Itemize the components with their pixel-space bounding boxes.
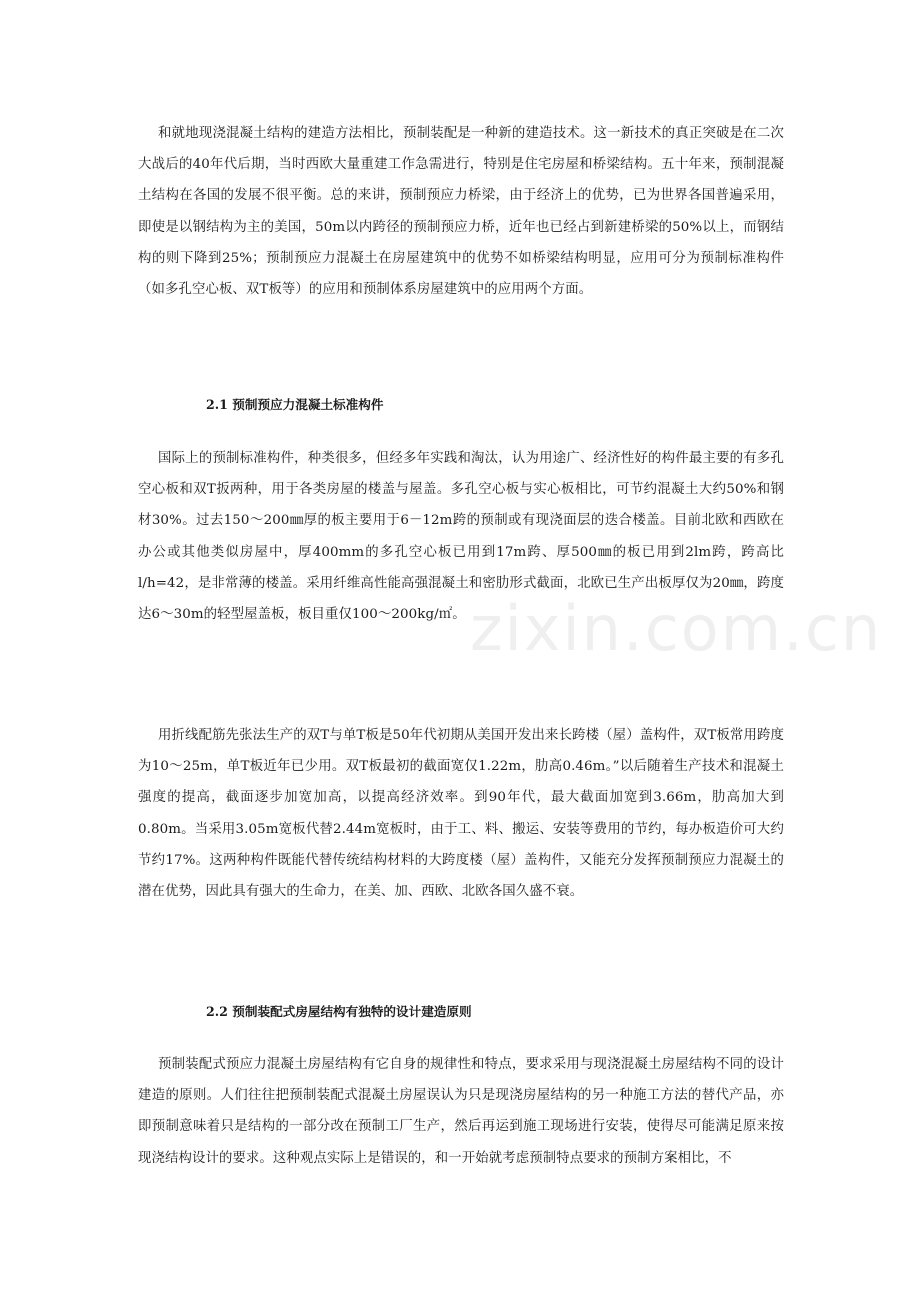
paragraph-double-t-slabs: 用折线配筋先张法生产的双T与单T板是50年代初期从美国开发出来长跨楼（屋）盖构件，双T板常用跨度为10～25m，单T板近年已少用。双T板最初的截面宽仅1.22m，肋高0.46m。”以后随着生产技术和混凝土强度的提高，截面逐步加宽加高，以提高经济效率。到90年代，最大截面加宽到3.66m，肋高加大到0.80m。当采用3.05m宽板代替2.44m宽板时，由于工、料、搬运、安装等费用的节约，每办板造价可大约节约17%。这两种构件既能代替传统结构材料的大跨度楼（屋）盖构件，又能充分发挥预制预应力混凝土的潜在优势，因此具有强大的生命力，在美、加、西欧、北欧各国久盛不衰。	[138, 728, 784, 900]
section-heading-2-1: 2.1 预制预应力混凝土标准构件	[206, 397, 384, 412]
paragraph-standard-components: 国际上的预制标准构件，种类很多，但经多年实践和淘汰，认为用途广、经济性好的构件最主要的有多孔空心板和双T扳两种，用于各类房屋的楼盖与屋盖。多孔空心板与实心板相比，可节约混凝土大约50%和钢材30%。过去150～200㎜厚的板主要用于6－12m跨的预制或有现浇面层的迭合楼盖。目前北欧和西欧在办公或其他类似房屋中，厚400mm的多孔空心板已用到17m跨、厚500㎜的板已用到2lm跨，跨高比l/h=42，是非常薄的楼盖。采用纤维高性能高强混凝土和密肋形式截面，北欧已生产出板厚仅为20㎜，跨度达6～30m的轻型屋盖板，板目重仅100～200kg/㎡。	[138, 451, 784, 623]
section-heading-2-2: 2.2 预制装配式房屋结构有独特的设计建造原则	[206, 1004, 472, 1019]
paragraph-intro: 和就地现浇混凝土结构的建造方法相比，预制装配是一种新的建造技术。这一新技术的真正突破是在二次大战后的40年代后期，当时西欧大量重建工作急需进行，特别是住宅房屋和桥梁结构。五十年来，预制混凝土结构在各国的发展不很平衡。总的来讲，预制预应力桥梁，由于经济上的优势，已为世界各国普遍采用，即使是以钢结构为主的美国，50m以内跨径的预制预应力桥，近年也已经占到新建桥梁的50%以上，而钢结构的则下降到25%；预制预应力混凝土在房屋建筑中的优势不如桥梁结构明显，应用可分为预制标准构件（如多孔空心板、双T板等）的应用和预制体系房屋建筑中的应用两个方面。	[138, 126, 784, 298]
watermark: zixin.com.cn	[470, 592, 883, 665]
paragraph-design-principles: 预制装配式预应力混凝土房屋结构有它自身的规律性和特点，要求采用与现浇混凝土房屋结构不同的设计建造的原则。人们往往把预制装配式混凝土房屋误认为只是现浇房屋结构的另一种施工方法的替代产品，亦即预制意味着只是结构的一部分改在预制工厂生产，然后再运到施工现场进行安装，使得尽可能满足原来按现浇结构设计的要求。这种观点实际上是错误的，和一开始就考虑预制特点要求的预制方案相比，不	[138, 1057, 784, 1166]
